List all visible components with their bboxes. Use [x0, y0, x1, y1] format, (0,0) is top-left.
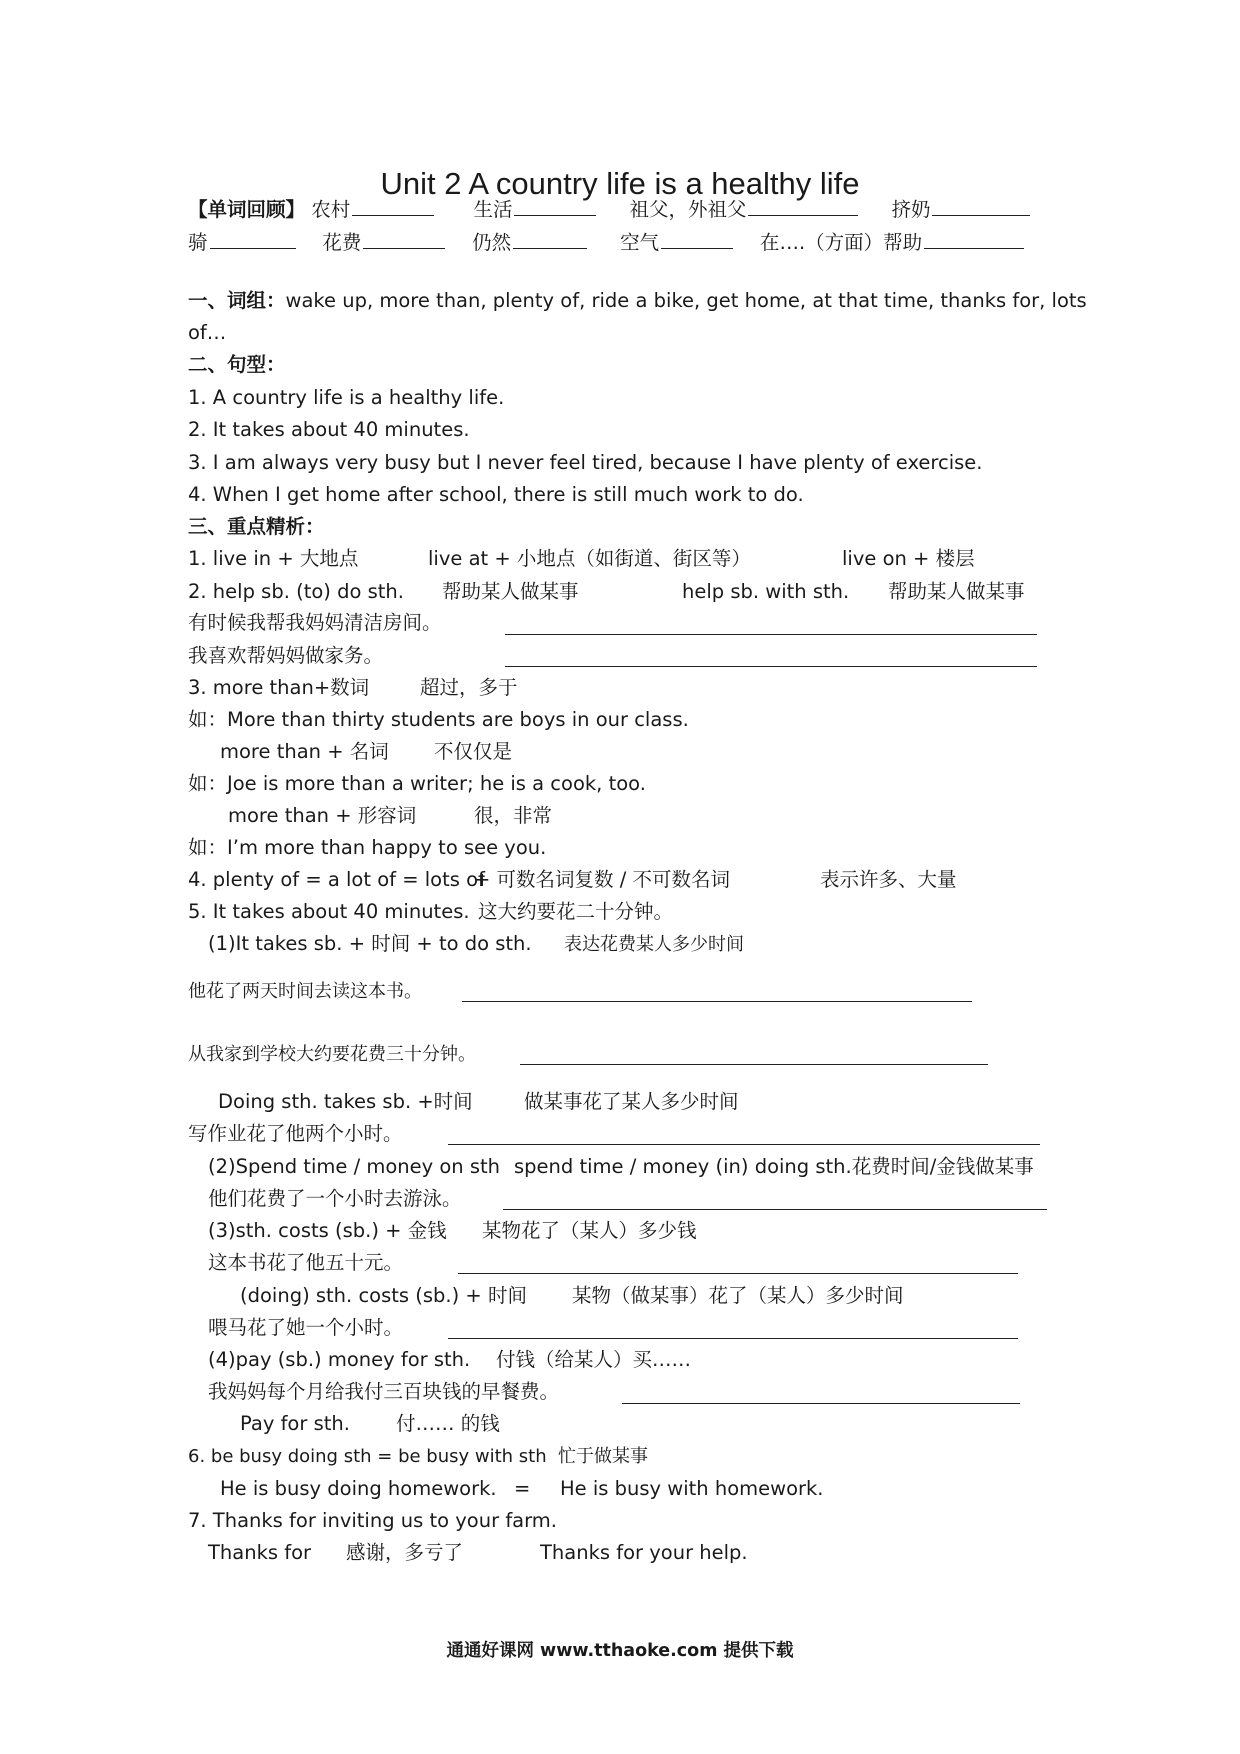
vocab-heading: 【单词回顾】: [188, 198, 306, 221]
keypoint-5-3b-b: 某物（做某事）花了（某人）多少时间: [572, 1284, 904, 1307]
keypoint-2-c: help sb. with sth.: [682, 580, 850, 603]
answer-line[interactable]: [458, 1273, 1018, 1274]
vocab-word: 花费: [322, 231, 362, 254]
sentence-item: 2. It takes about 40 minutes.: [188, 418, 470, 441]
vocab-blank[interactable]: [210, 228, 296, 249]
page-title: Unit 2 A country life is a healthy life: [380, 166, 860, 201]
vocab-word: 农村: [311, 198, 351, 221]
answer-line[interactable]: [448, 1338, 1018, 1339]
keypoint-7-b: Thanks for: [208, 1541, 312, 1564]
vocab-word: 祖父，外祖父: [629, 198, 747, 221]
keypoint-5-1-b: 表达花费某人多少时间: [564, 934, 744, 955]
keypoint-7-c: 感谢，多亏了: [346, 1541, 464, 1564]
exercise-prompt: 喂马花了她一个小时。: [208, 1316, 404, 1339]
keypoint-3-b: 超过，多于: [420, 676, 518, 699]
sentence-item: 4. When I get home after school, there is still much work to do.: [188, 483, 804, 506]
vocab-blank[interactable]: [363, 228, 445, 249]
vocab-blank[interactable]: [932, 195, 1030, 216]
sentence-item: 3. I am always very busy but I never feel tired, because I have plenty of exercise.: [188, 451, 983, 474]
keypoint-5-3-a: (3)sth. costs (sb.) + 金钱: [208, 1219, 447, 1242]
vocab-row-1: [188, 195, 1032, 223]
vocab-word: 空气: [620, 231, 660, 254]
vocab-blank[interactable]: [748, 195, 858, 216]
exercise-prompt: 他们花费了一个小时去游泳。: [208, 1187, 462, 1210]
vocab-word: 在….（方面）帮助: [759, 231, 923, 254]
vocab-word: 生活: [473, 198, 513, 221]
keypoints-heading: 三、重点精析：: [188, 515, 325, 538]
vocab-blank[interactable]: [661, 228, 733, 249]
phrases-line-2: of…: [188, 321, 227, 344]
keypoint-1-c: live on + 楼层: [842, 547, 975, 570]
answer-line[interactable]: [503, 1209, 1047, 1210]
keypoint-2-b: 帮助某人做某事: [442, 580, 579, 603]
keypoint-7-d: Thanks for your help.: [540, 1541, 748, 1564]
keypoint-5-a: 5. It takes about 40 minutes.: [188, 900, 470, 923]
exercise-prompt: 我喜欢帮妈妈做家务。: [188, 644, 384, 667]
keypoint-5-3b-a: (doing) sth. costs (sb.) + 时间: [240, 1284, 527, 1307]
keypoint-5-4-a: (4)pay (sb.) money for sth.: [208, 1348, 471, 1371]
keypoint-3-d: 不仅仅是: [434, 740, 513, 763]
keypoint-4-c: 表示许多、大量: [820, 868, 957, 891]
vocab-blank[interactable]: [514, 195, 596, 216]
keypoint-5-b: 这大约要花二十分钟。: [478, 900, 674, 923]
keypoint-4-b: + 可数名词复数 / 不可数名词: [474, 868, 731, 891]
exercise-prompt: 这本书花了他五十元。: [208, 1251, 404, 1274]
exercise-prompt: 有时候我帮我妈妈清洁房间。: [188, 611, 442, 634]
keypoint-3-c: more than + 名词: [220, 740, 389, 763]
keypoint-3-e: more than + 形容词: [228, 804, 417, 827]
keypoint-7: 7. Thanks for inviting us to your farm.: [188, 1509, 557, 1532]
answer-line[interactable]: [505, 634, 1037, 635]
example-sentence: 如：I’m more than happy to see you.: [188, 836, 547, 859]
keypoint-2-d: 帮助某人做某事: [888, 580, 1025, 603]
keypoint-5-4b-a: Pay for sth.: [240, 1412, 350, 1435]
equals-sign: =: [514, 1477, 531, 1500]
keypoint-3-a: 3. more than+数词: [188, 676, 370, 699]
answer-line[interactable]: [505, 666, 1037, 667]
phrases-text: wake up, more than, plenty of, ride a bike, get home, at that time, thanks for, lots: [285, 289, 1087, 312]
answer-line[interactable]: [520, 1064, 988, 1065]
keypoint-4-a: 4. plenty of = a lot of = lots of: [188, 868, 485, 891]
keypoint-3-f: 很，非常: [474, 804, 553, 827]
vocab-blank[interactable]: [924, 228, 1024, 249]
example-sentence: He is busy doing homework.: [220, 1477, 497, 1500]
phrases-heading: 一、词组：: [188, 289, 286, 312]
vocab-word: 仍然: [472, 231, 512, 254]
example-sentence: He is busy with homework.: [560, 1477, 824, 1500]
keypoint-5-2-b: spend time / money (in) doing sth.花费时间/金钱做某事: [514, 1155, 1034, 1178]
vocab-word: 挤奶: [891, 198, 931, 221]
keypoint-2-a: 2. help sb. (to) do sth.: [188, 580, 404, 603]
keypoint-5-doing-b: 做某事花了某人多少时间: [524, 1090, 739, 1113]
sentences-heading: 二、句型：: [188, 353, 286, 376]
vocab-row-2: [188, 228, 1026, 256]
answer-line[interactable]: [622, 1403, 1020, 1404]
keypoint-6-a: 6. be busy doing sth = be busy with sth: [188, 1446, 547, 1467]
keypoint-5-3-b: 某物花了（某人）多少钱: [482, 1219, 697, 1242]
exercise-prompt: 我妈妈每个月给我付三百块钱的早餐费。: [208, 1380, 560, 1403]
keypoint-6-b: 忙于做某事: [558, 1446, 648, 1467]
vocab-blank[interactable]: [513, 228, 587, 249]
keypoint-5-4b-b: 付…… 的钱: [396, 1412, 500, 1435]
exercise-prompt: 他花了两天时间去读这本书。: [188, 981, 422, 1002]
exercise-prompt: 写作业花了他两个小时。: [188, 1122, 403, 1145]
vocab-word: 骑: [188, 231, 208, 254]
keypoint-5-doing-a: Doing sth. takes sb. +时间: [218, 1090, 473, 1113]
footer-credit: 通通好课网 www.tthaoke.com 提供下载: [446, 1641, 794, 1661]
keypoint-5-2-a: (2)Spend time / money on sth: [208, 1155, 501, 1178]
keypoint-5-1-a: (1)It takes sb. + 时间 + to do sth.: [208, 932, 532, 955]
keypoint-5-4-b: 付钱（给某人）买……: [496, 1348, 692, 1371]
answer-line[interactable]: [462, 1001, 972, 1002]
example-sentence: 如：More than thirty students are boys in our class.: [188, 708, 689, 731]
exercise-prompt: 从我家到学校大约要花费三十分钟。: [188, 1044, 476, 1065]
keypoint-1-b: live at + 小地点（如街道、街区等）: [428, 547, 751, 570]
example-sentence: 如：Joe is more than a writer; he is a cook, too.: [188, 772, 646, 795]
answer-line[interactable]: [448, 1144, 1040, 1145]
sentence-item: 1. A country life is a healthy life.: [188, 386, 505, 409]
keypoint-1-a: 1. live in + 大地点: [188, 547, 359, 570]
vocab-blank[interactable]: [352, 195, 434, 216]
phrases-line-1: [188, 288, 1087, 314]
